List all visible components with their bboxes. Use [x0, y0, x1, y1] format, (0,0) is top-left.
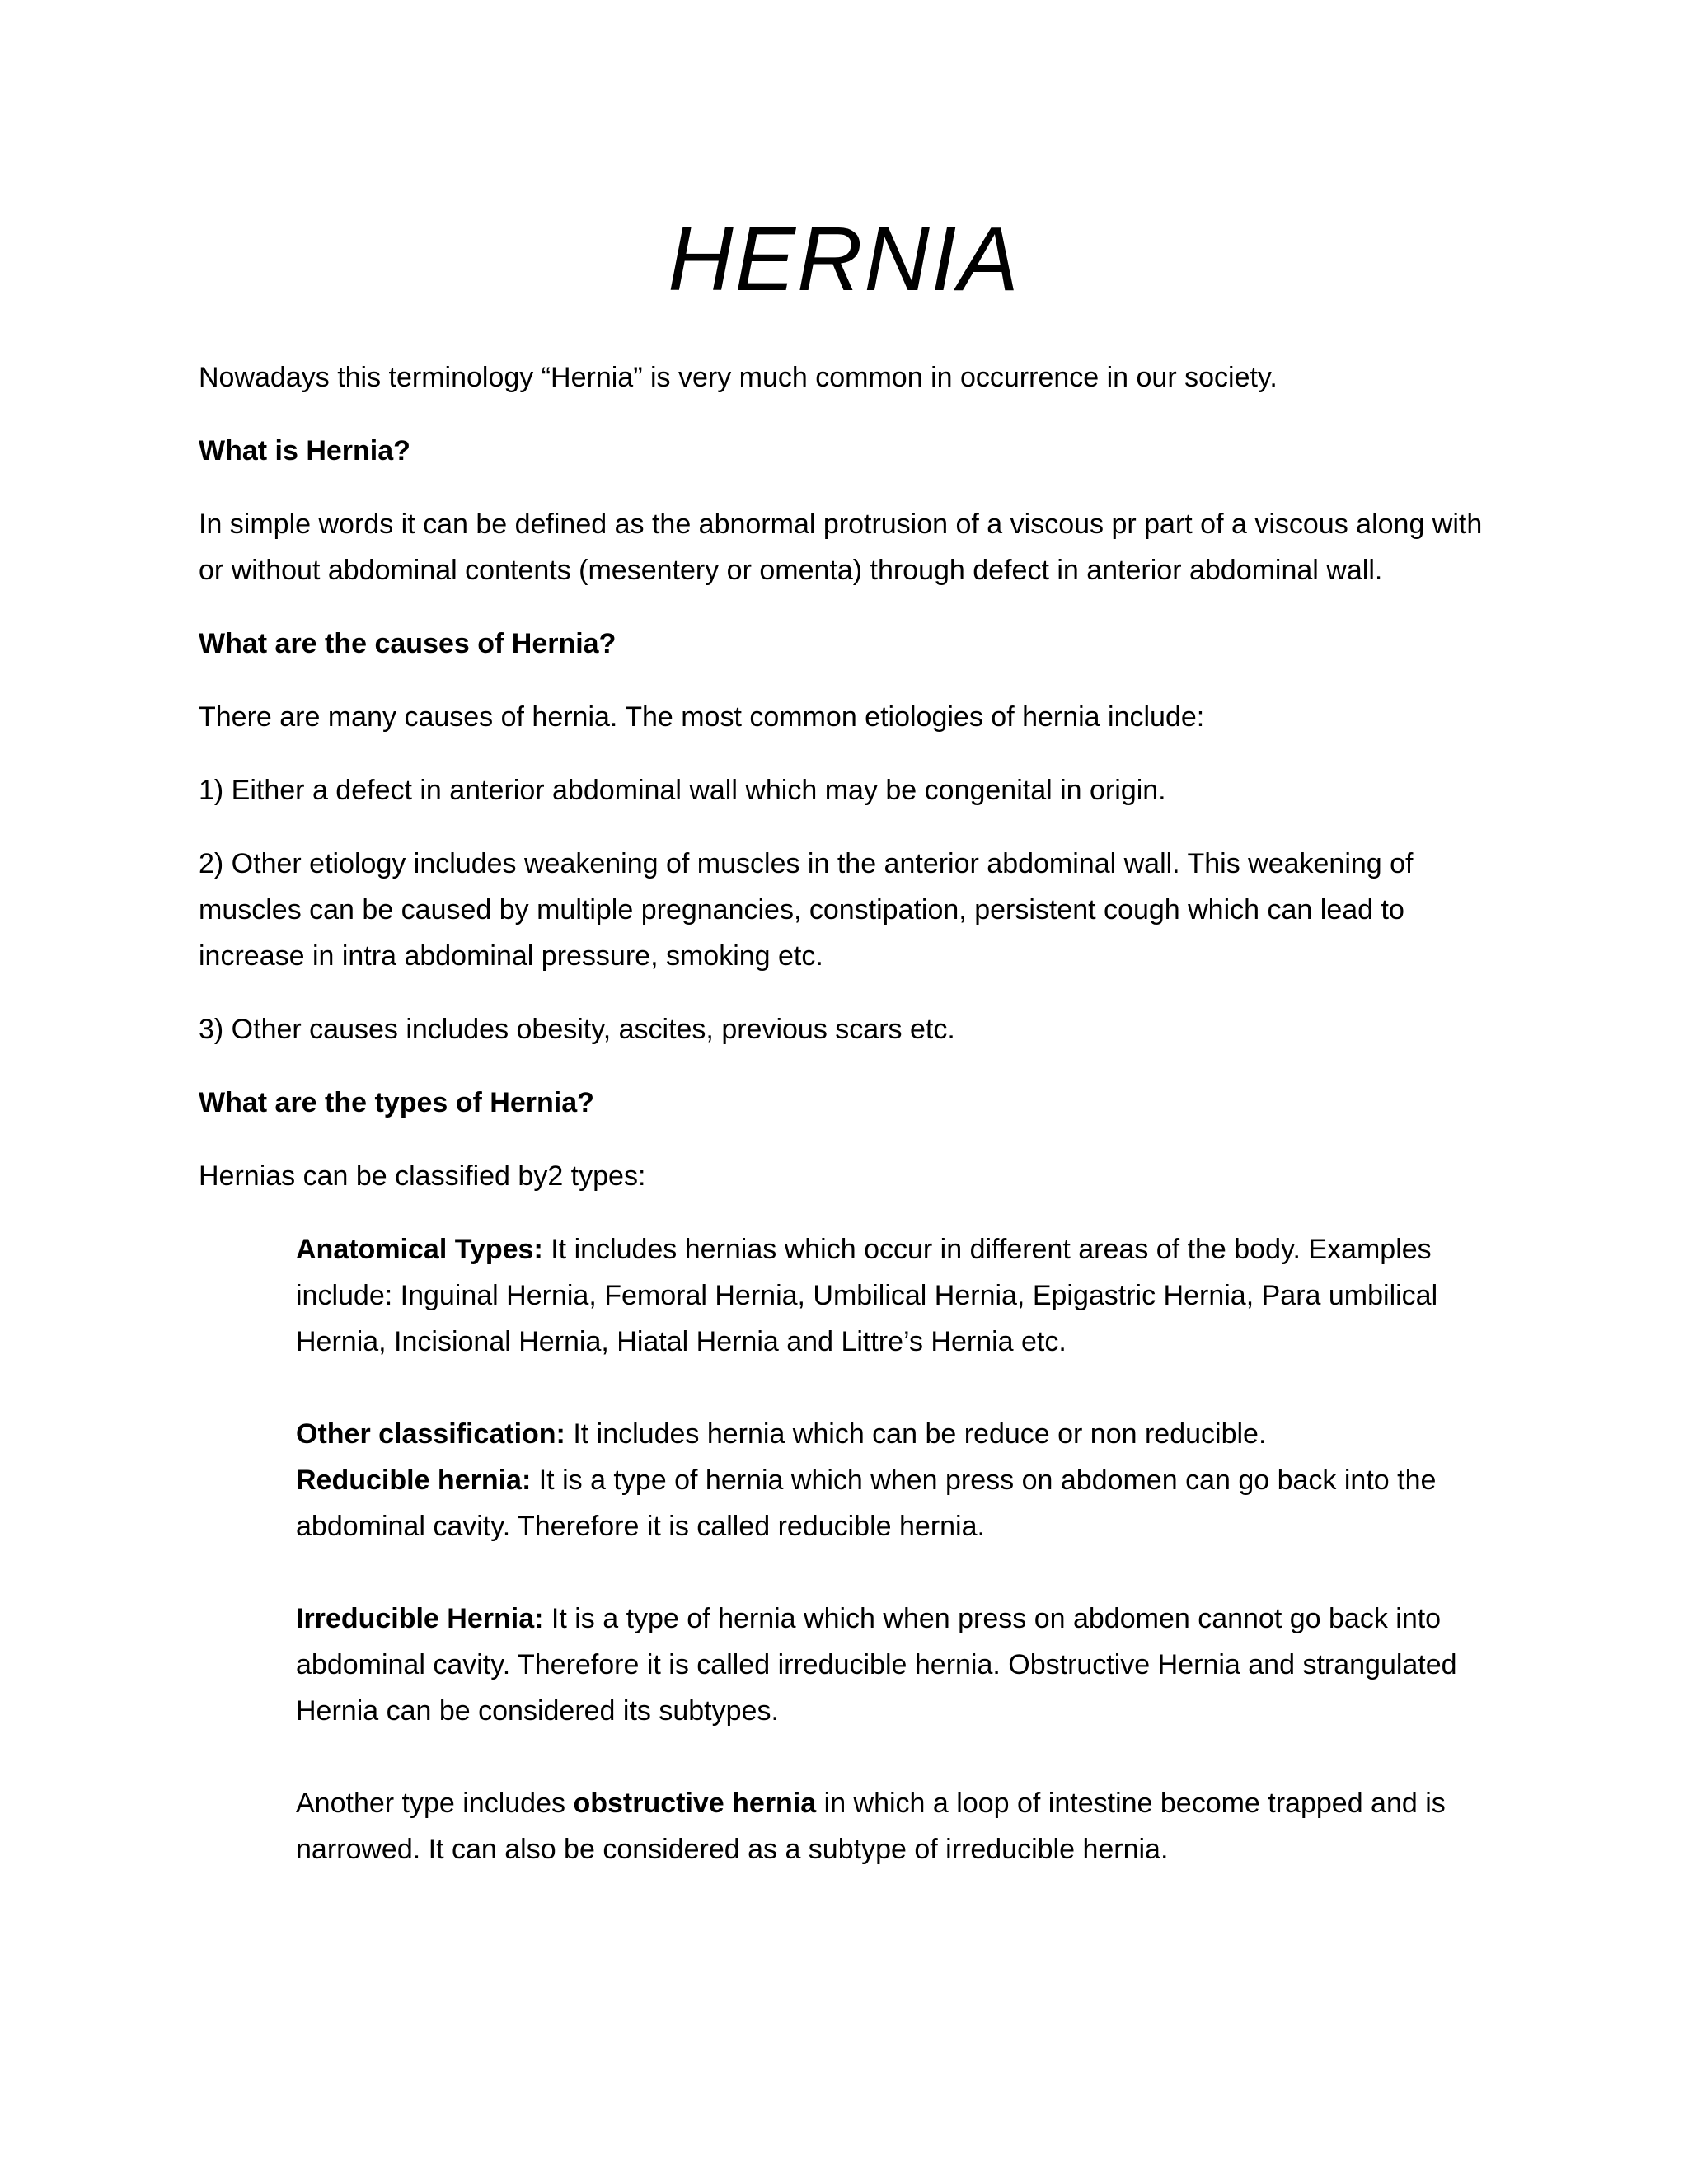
- reducible-hernia-text: It is a type of hernia which when press on abdomen can go back into the abdominal cavity. Therefore it is called reducible hernia.: [296, 1465, 1437, 1542]
- irreducible-hernia-paragraph: [296, 1596, 1484, 1734]
- types-intro: Hernias can be classified by2 types:: [199, 1160, 646, 1192]
- irreducible-hernia-text: It is a type of hernia which when press on abdomen cannot go back into abdominal cavity. Therefore it is called irreducible hernia. Obstructive Hernia and strangulated Hernia can be considered its subtypes.: [296, 1603, 1457, 1727]
- heading-what-is-hernia: What is Hernia?: [199, 435, 410, 466]
- other-classification-label: Other classification:: [296, 1418, 565, 1450]
- heading-types: What are the types of Hernia?: [199, 1087, 594, 1118]
- irreducible-hernia-label: Irreducible Hernia:: [296, 1603, 544, 1634]
- obstructive-hernia-post: in which a loop of intestine become trapped and is narrowed. It can also be considered as a subtype of irreducible hernia.: [296, 1788, 1446, 1865]
- document-title: HERNIA: [668, 209, 1020, 310]
- obstructive-hernia-paragraph: [296, 1780, 1484, 1872]
- causes-intro: There are many causes of hernia. The most common etiologies of hernia include:: [199, 701, 1205, 733]
- cause-item-1: 1) Either a defect in anterior abdominal wall which may be congenital in origin.: [199, 775, 1166, 806]
- definition-paragraph: In simple words it can be defined as the abnormal protrusion of a viscous pr part of a viscous along with or without abdominal contents (mesentery or omenta) through defect in anterior abdominal wall.: [199, 509, 1483, 586]
- anatomical-types-text: It includes hernias which occur in different areas of the body. Examples include: Inguinal Hernia, Femoral Hernia, Umbilical Hernia, Epigastric Hernia, Para umbilical Hernia, Incisional Hernia, Hiatal Hernia and Littre’s Hernia etc.: [296, 1234, 1438, 1357]
- anatomical-types-label: Anatomical Types:: [296, 1234, 543, 1265]
- other-classification-text: It includes hernia which can be reduce or non reducible.: [565, 1418, 1267, 1450]
- heading-causes: What are the causes of Hernia?: [199, 628, 617, 659]
- anatomical-types-paragraph: [296, 1226, 1484, 1365]
- cause-item-3: 3) Other causes includes obesity, ascites, previous scars etc.: [199, 1014, 955, 1045]
- reducible-hernia-label: Reducible hernia:: [296, 1465, 532, 1496]
- other-classification-paragraph: [296, 1411, 1484, 1457]
- types-indented-block: [296, 1226, 1484, 1872]
- intro-paragraph: Nowadays this terminology “Hernia” is very much common in occurrence in our society.: [199, 362, 1278, 393]
- obstructive-hernia-term: obstructive hernia: [573, 1788, 817, 1819]
- document-body: [199, 354, 1484, 1900]
- obstructive-hernia-pre: Another type includes: [296, 1788, 574, 1819]
- cause-item-2: 2) Other etiology includes weakening of muscles in the anterior abdominal wall. This weakening of muscles can be caused by multiple pregnancies, constipation, persistent cough which can lead to increase in intra abdominal pressure, smoking etc.: [199, 848, 1414, 972]
- reducible-hernia-paragraph: [296, 1457, 1484, 1549]
